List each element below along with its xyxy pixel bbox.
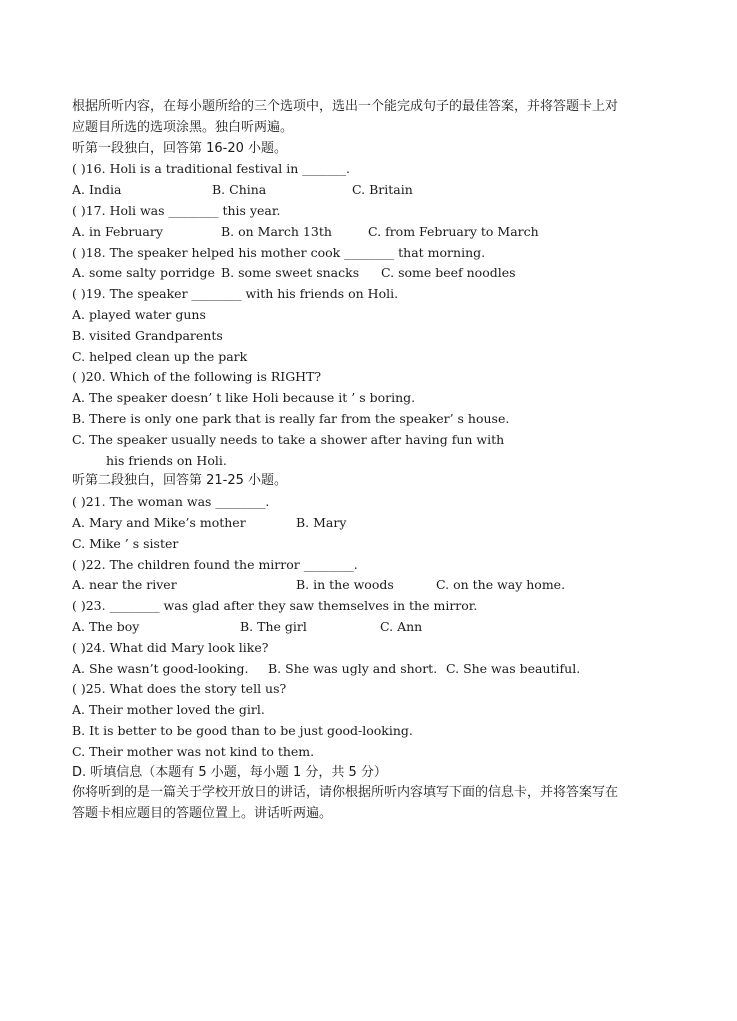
q18-stem: ( )18. The speaker helped his mother cook ________ that morning. (72, 244, 486, 260)
q23-option-a: A. The boy (72, 618, 140, 634)
q18-option-a: A. some salty porridge (72, 265, 215, 281)
q22-option-a: A. near the river (72, 577, 177, 593)
q20-stem: ( )20. Which of the following is RIGHT? (72, 369, 322, 385)
q18-option-c: C. some beef noodles (381, 265, 516, 281)
q16-option-b: B. China (212, 182, 267, 198)
q21-options (72, 513, 697, 534)
q25-option-c: C. Their mother was not kind to them. (72, 743, 315, 759)
q22-stem: ( )22. The children found the mirror ________. (72, 556, 358, 572)
q24-option-a: A. She wasn’t good-looking. (72, 660, 249, 676)
q19-option-b: B. visited Grandparents (72, 327, 223, 343)
q21-stem: ( )21. The woman was ________. (72, 494, 270, 510)
q19-stem: ( )19. The speaker ________ with his friends on Holi. (72, 286, 399, 302)
q17-options (72, 222, 697, 243)
q17-option-b: B. on March 13th (221, 223, 332, 239)
q22-option-c: C. on the way home. (436, 577, 566, 593)
q23-option-c: C. Ann (380, 618, 423, 634)
q20-option-b: B. There is only one park that is really far from the speaker’ s house. (72, 410, 510, 426)
q16-options (72, 180, 697, 201)
q24-option-c: C. She was beautiful. (446, 660, 581, 676)
q23-stem: ( )23. ________ was glad after they saw themselves in the mirror. (72, 598, 478, 614)
q20-option-c-line-2: his friends on Holi. (106, 452, 227, 468)
section-d-line-1: 你将听到的是一篇关于学校开放日的讲话，请你根据所听内容填写下面的信息卡，并将答案写在 (72, 785, 619, 801)
section-d-line-2: 答题卡相应题目的答题位置上。讲话听两遍。 (72, 806, 333, 822)
q24-options (72, 659, 697, 680)
q25-stem: ( )25. What does the story tell us? (72, 681, 287, 697)
q20-option-c-line-1: C. The speaker usually needs to take a shower after having fun with (72, 431, 505, 447)
exam-page (72, 97, 697, 825)
q17-option-a: A. in February (72, 223, 163, 239)
q25-option-a: A. Their mother loved the girl. (72, 702, 265, 718)
q24-stem: ( )24. What did Mary look like? (72, 639, 269, 655)
q17-option-c: C. from February to March (368, 223, 539, 239)
q24-option-b: B. She was ugly and short. (268, 660, 438, 676)
q16-option-c: C. Britain (352, 182, 413, 198)
q23-option-b: B. The girl (240, 618, 307, 634)
section2-heading: 听第二段独白，回答第 21-25 小题。 (72, 473, 288, 489)
q21-option-b: B. Mary (296, 514, 347, 530)
q20-option-a: A. The speaker doesn’ t like Holi because it ’ s boring. (72, 390, 416, 406)
q21-option-a: A. Mary and Mike’s mother (72, 514, 246, 530)
section1-heading: 听第一段独白，回答第 16-20 小题。 (72, 140, 288, 156)
intro-line-2: 应题目所选的选项涂黑。独白听两遍。 (72, 119, 294, 135)
q18-options (72, 263, 697, 284)
q19-option-c: C. helped clean up the park (72, 348, 248, 364)
section-d-heading: D. 听填信息（本题有 5 小题，每小题 1 分，共 5 分） (72, 764, 387, 780)
q18-option-b: B. some sweet snacks (221, 265, 360, 281)
q16-stem: ( )16. Holi is a traditional festival in _______. (72, 161, 350, 177)
q17-stem: ( )17. Holi was ________ this year. (72, 202, 281, 218)
q23-options (72, 617, 697, 638)
intro-line-1: 根据所听内容，在每小题所给的三个选项中，选出一个能完成句子的最佳答案，并将答题卡上对 (72, 99, 619, 114)
q22-options (72, 575, 697, 596)
q19-option-a: A. played water guns (72, 306, 206, 322)
q21-option-c: C. Mike ’ s sister (72, 535, 179, 551)
q16-option-a: A. India (72, 182, 122, 198)
q25-option-b: B. It is better to be good than to be just good-looking. (72, 722, 413, 738)
q22-option-b: B. in the woods (296, 577, 394, 593)
